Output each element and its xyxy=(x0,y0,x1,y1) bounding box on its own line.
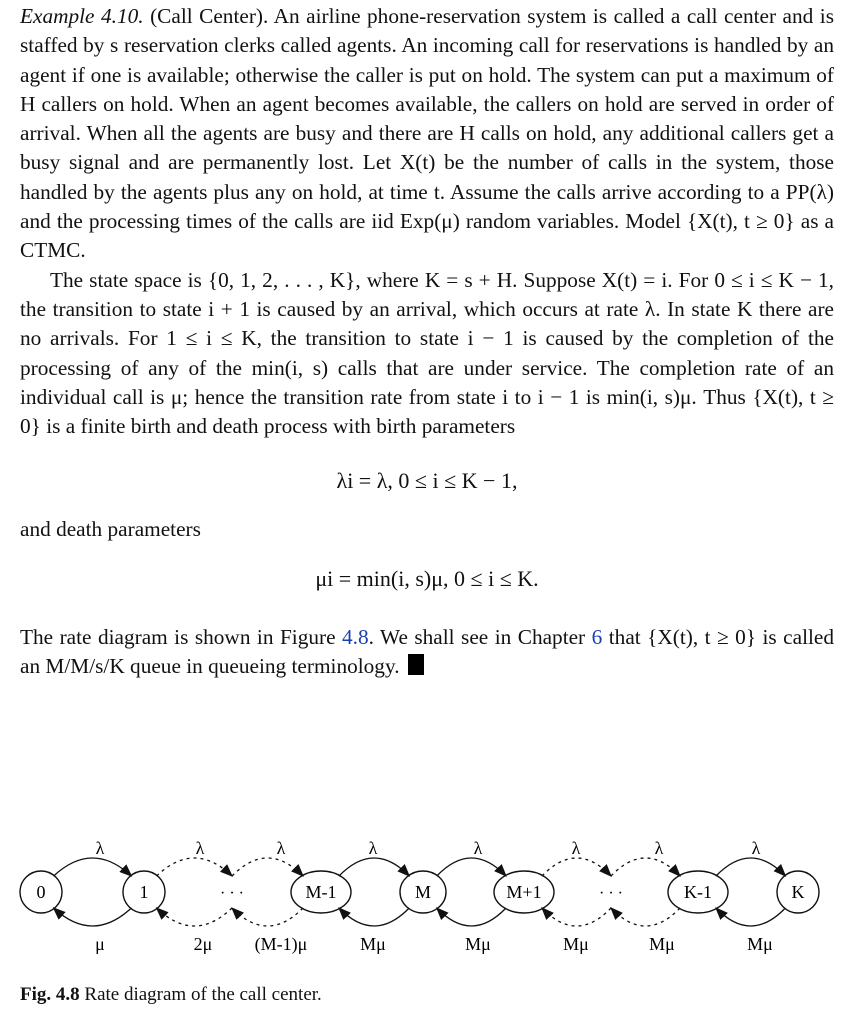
birth-equation: λi = λ, 0 ≤ i ≤ K − 1, xyxy=(336,468,518,494)
death-rate-label-5: Mμ xyxy=(563,934,589,954)
birth-arc-2 xyxy=(232,858,303,876)
death-arc-3 xyxy=(339,908,409,926)
death-rate-label-6: Mμ xyxy=(649,934,675,954)
chapter-link[interactable]: 6 xyxy=(591,624,603,649)
death-arc-0 xyxy=(54,908,132,926)
p3-after: that {X(t), t ≥ 0} is called an M/M/s/K queue in queueing terminology. xyxy=(20,624,835,679)
figure-caption xyxy=(20,984,322,1006)
birth-rate-label-3: λ xyxy=(368,838,378,858)
death-rate-label-4: Mμ xyxy=(465,934,491,954)
birth-rate-label-5: λ xyxy=(571,838,581,858)
birth-rate-label-7: λ xyxy=(751,838,761,858)
state-space-paragraph: The state space is {0, 1, 2, . . . , K}, where K = s + H. Suppose X(t) = i. For 0 ≤ i ≤ K − 1, the transition to state i + 1 is caused by an arrival, which occurs at rate λ. In state K there are no arrivals. For 1 ≤ i ≤ K, the transition to state i − 1 is caused by the completion of the processing of any of the min(i, s) calls that are under service. The completion rate of an individual call is μ; hence the transition rate from state i to i − 1 is min(i, s)μ. Thus {X(t), t ≥ 0} is a finite birth and death process with birth parameters xyxy=(20,267,834,439)
caption-label: Fig. 4.8 xyxy=(20,984,80,1005)
and-death-text: and death parameters xyxy=(20,517,201,542)
death-arc-1 xyxy=(157,908,232,926)
state-label-1: 1 xyxy=(139,882,149,902)
birth-arc-1 xyxy=(157,858,232,876)
birth-arc-7 xyxy=(716,858,785,876)
example-text: (Call Center). An airline phone-reservation system is called a call center and is staffed by s reservation clerks called agents. An incoming call for reservations is handled by an agent if one is available; otherwise the caller is put on hold. The system can put a maximum of H callers on hold. When an agent becomes available, the callers on hold are served in order of arrival. When all the agents are busy and there are H calls on hold, any additional callers get a busy signal and are permanently lost. Let X(t) be the number of calls in the system, those handled by the agents plus any on hold, at time t. Assume the calls arrive according to a PP(λ) and the processing times of the calls are iid Exp(μ) random variables. Model {X(t), t ≥ 0} as a CTMC. xyxy=(20,4,834,263)
ellipsis-1: · · · xyxy=(599,885,623,902)
birth-rate-label-2: λ xyxy=(276,838,286,858)
rate-diagram xyxy=(0,830,850,980)
birth-arc-4 xyxy=(437,858,506,876)
state-label-4: M+1 xyxy=(506,882,542,902)
ellipsis-0: · · · xyxy=(220,885,244,902)
page xyxy=(20,0,834,681)
death-arc-7 xyxy=(716,908,785,926)
death-arc-5 xyxy=(542,908,611,926)
death-rate-label-3: Mμ xyxy=(360,934,386,954)
birth-rate-label-0: λ xyxy=(95,838,105,858)
state-label-5: K-1 xyxy=(684,882,712,902)
birth-arc-3 xyxy=(339,858,409,876)
death-arc-2 xyxy=(232,908,303,926)
birth-arc-6 xyxy=(611,858,680,876)
death-equation: μi = min(i, s)μ, 0 ≤ i ≤ K. xyxy=(315,565,539,591)
birth-arc-0 xyxy=(54,858,132,876)
death-arc-6 xyxy=(611,908,680,926)
death-arc-4 xyxy=(437,908,506,926)
caption-text: Rate diagram of the call center. xyxy=(84,984,322,1005)
figure-link[interactable]: 4.8 xyxy=(342,624,369,649)
state-label-3: M xyxy=(414,882,432,902)
state-label-0: 0 xyxy=(36,882,46,902)
birth-rate-label-1: λ xyxy=(195,838,205,858)
example-paragraph xyxy=(20,2,834,266)
birth-arc-5 xyxy=(542,858,611,876)
rate-diagram-paragraph xyxy=(20,623,834,682)
death-rate-label-2: (M-1)μ xyxy=(254,934,308,954)
death-rate-label-7: Mμ xyxy=(747,934,773,954)
state-label-2: M-1 xyxy=(305,882,337,902)
example-label: Example 4.10. xyxy=(20,4,144,28)
birth-rate-label-6: λ xyxy=(654,838,664,858)
death-rate-label-1: 2μ xyxy=(193,934,213,954)
state-label-6: K xyxy=(791,882,805,902)
birth-rate-label-4: λ xyxy=(473,838,483,858)
death-rate-label-0: μ xyxy=(95,934,105,954)
p3-before: The rate diagram is shown in Figure xyxy=(20,624,336,649)
p3-middle: . We shall see in Chapter xyxy=(368,624,586,649)
qed-square-icon xyxy=(408,654,424,675)
